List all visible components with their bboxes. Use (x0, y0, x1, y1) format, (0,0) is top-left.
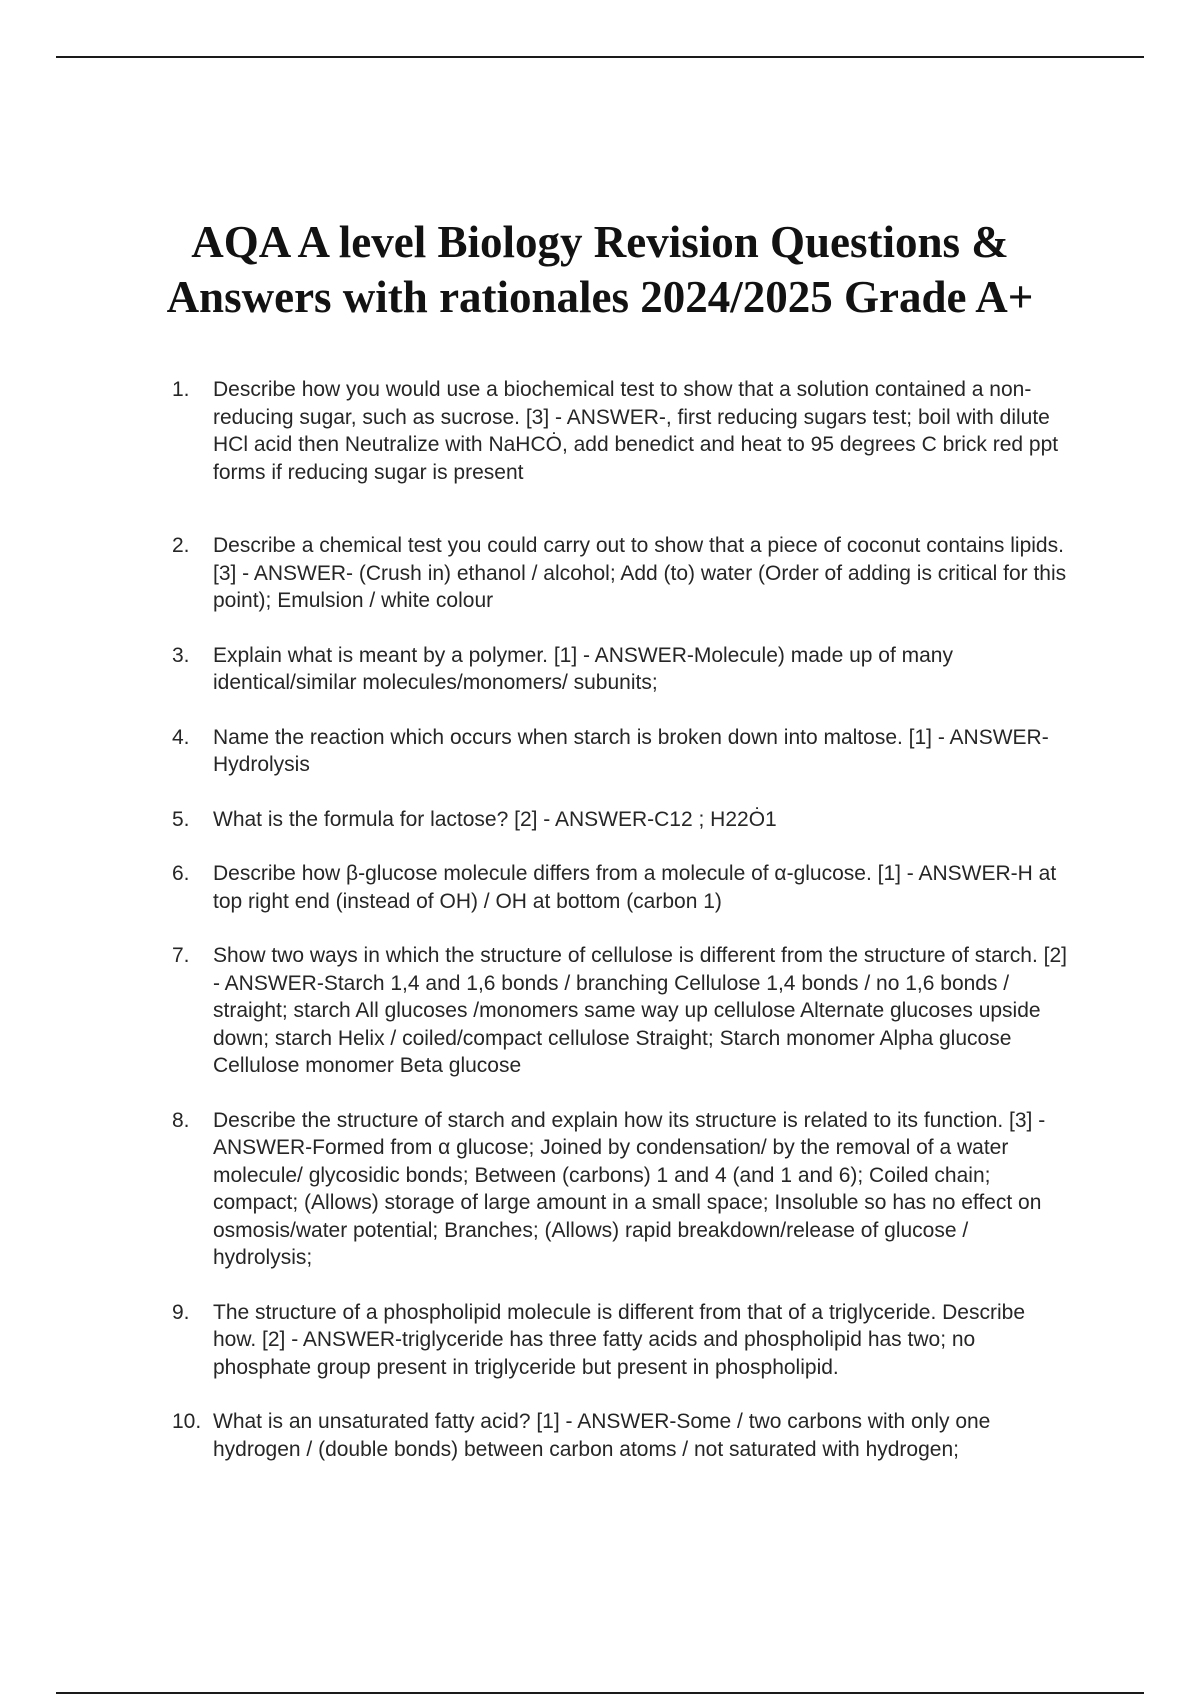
qa-text: Describe a chemical test you could carry out to show that a piece of coconut contains lipids. [3] - ANSWER- (Crush in) ethanol / alcohol; Add (to) water (Order of adding is critical for this point); Emulsion / white colour (213, 534, 1067, 612)
qa-number: 5. (172, 807, 190, 831)
qa-item-10 (172, 1408, 1068, 1463)
qa-item-3 (172, 642, 1068, 697)
qa-number: 10. (172, 1410, 202, 1433)
qa-text: Explain what is meant by a polymer. [1] - ANSWER-Molecule) made up of many identical/similar molecules/monomers/ subunits; (213, 643, 953, 694)
top-rule (56, 56, 1144, 58)
qa-item-2 (172, 532, 1068, 615)
qa-text: What is the formula for lactose? [2] - ANSWER-C12 ; H22Ȯ1 (213, 807, 777, 831)
title-line-1: AQA A level Biology Revision Questions & (191, 217, 1009, 267)
qa-item-5 (172, 806, 1068, 834)
qa-number: 6. (172, 862, 190, 885)
qa-number: 3. (172, 643, 190, 667)
qa-number: 7. (172, 944, 190, 967)
qa-item-4 (172, 724, 1068, 779)
qa-item-7 (172, 942, 1068, 1080)
qa-text: Describe the structure of starch and explain how its structure is related to its function. [3] - ANSWER-Formed from α glucose; Joined by condensation/ by the removal of a water molecule/ glycosidic bonds; Between (carbons) 1 and 4 (and 1 and 6); Coiled chain; compact; (Allows) storage of large amount in a small space; Insoluble so has no effect on osmosis/water potential; Branches; (Allows) rapid breakdown/release of glucose / hydrolysis; (213, 1108, 1046, 1269)
qa-text: Describe how you would use a biochemical test to show that a solution contained a non-reducing sugar, such as sucrose. [3] - ANSWER-, first reducing sugars test; boil with dilute HCl acid then Neutralize with NaHCȮ, add benedict and heat to 95 degrees C brick red ppt forms if reducing sugar is present (213, 378, 1059, 484)
qa-number: 4. (172, 725, 190, 749)
qa-number: 8. (172, 1108, 190, 1132)
qa-item-8 (172, 1107, 1068, 1272)
qa-text: Name the reaction which occurs when starch is broken down into maltose. [1] - ANSWER-Hydrolysis (213, 725, 1049, 776)
qa-text: Describe how β-glucose molecule differs from a molecule of α-glucose. [1] - ANSWER-H at top right end (instead of OH) / OH at bottom (carbon 1) (213, 862, 1057, 913)
qa-text: What is an unsaturated fatty acid? [1] - ANSWER-Some / two carbons with only one hydrogen / (double bonds) between carbon atoms / not saturated with hydrogen; (213, 1410, 991, 1461)
qa-item-9 (172, 1299, 1068, 1382)
title-line-2: Answers with rationales 2024/2025 Grade A+ (166, 272, 1034, 322)
page-title (100, 215, 1100, 325)
qa-text: Show two ways in which the structure of cellulose is different from the structure of starch. [2] - ANSWER-Starch 1,4 and 1,6 bonds / branching Cellulose 1,4 bonds / no 1,6 bonds / straight; starch All glucoses /monomers same way up cellulose Alternate glucoses upside down; starch Helix / coiled/compact cellulose Straight; Starch monomer Alpha glucose Cellulose monomer Beta glucose (213, 944, 1067, 1077)
qa-text: The structure of a phospholipid molecule is different from that of a triglyceride. Describe how. [2] - ANSWER-triglyceride has three fatty acids and phospholipid has two; no phosphate group present in triglyceride but present in phospholipid. (213, 1300, 1026, 1379)
qa-number: 1. (172, 378, 190, 401)
qa-item-6 (172, 860, 1068, 915)
qa-number: 9. (172, 1300, 190, 1324)
qa-number: 2. (172, 534, 190, 557)
bottom-rule (56, 1692, 1144, 1694)
qa-list (172, 376, 1068, 1463)
qa-item-1 (172, 376, 1068, 486)
